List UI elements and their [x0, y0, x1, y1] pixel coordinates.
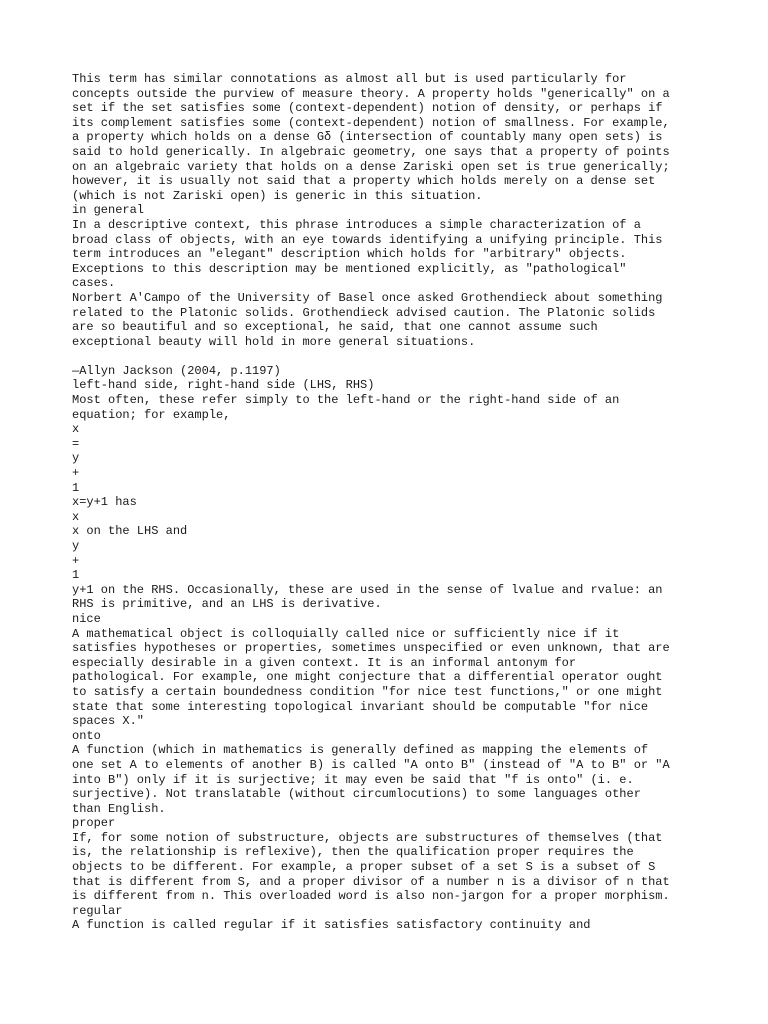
text-line: surjective). Not translatable (without circumlocutions) to some languages other — [72, 787, 641, 802]
text-line: y — [72, 451, 80, 466]
text-line: Exceptions to this description may be mentioned explicitly, as "pathological" — [72, 261, 627, 276]
text-line: x — [72, 422, 80, 437]
text-line: term introduces an "elegant" description which holds for "arbitrary" objects. — [72, 247, 627, 262]
text-line: —Allyn Jackson (2004, p.1197) — [72, 363, 281, 378]
text-line: This term has similar connotations as almost all but is used particularly for — [72, 72, 627, 86]
text-line: 1 — [72, 480, 80, 495]
text-line: is different from n. This overloaded word is also non-jargon for a proper morphism. — [72, 889, 670, 904]
text-line: nice — [72, 611, 101, 626]
text-line: cases. — [72, 276, 116, 291]
text-line: A function (which in mathematics is generally defined as mapping the elements of — [72, 743, 649, 758]
text-line: in general — [72, 203, 145, 218]
text-line: A mathematical object is colloquially called nice or sufficiently nice if it — [72, 626, 620, 641]
text-line: Most often, these refer simply to the left-hand or the right-hand side of an — [72, 393, 620, 408]
text-line: especially desirable in a given context. It is an informal antonym for — [72, 655, 577, 670]
text-line: satisfies hypotheses or properties, sometimes unspecified or even unknown, that are — [72, 641, 670, 656]
text-line: state that some interesting topological invariant should be computable "for nice — [72, 699, 649, 714]
text-line: set if the set satisfies some (context-dependent) notion of density, or perhaps if — [72, 101, 663, 116]
text-line: left-hand side, right-hand side (LHS, RHS) — [72, 378, 375, 393]
text-line: its complement satisfies some (context-dependent) notion of smallness. For example, — [72, 115, 670, 130]
text-line: is, the relationship is reflexive), then the qualification proper requires the — [72, 845, 634, 860]
text-line: spaces X." — [72, 714, 145, 729]
text-line: concepts outside the purview of measure theory. A property holds "generically" on a — [72, 86, 670, 101]
text-line: regular — [72, 903, 123, 918]
text-line: broad class of objects, with an eye towards identifying a unifying principle. This — [72, 232, 663, 247]
text-line: RHS is primitive, and an LHS is derivative. — [72, 597, 382, 612]
text-line: proper — [72, 816, 116, 831]
text-line: objects to be different. For example, a proper subset of a set S is a subset of S — [72, 860, 656, 875]
text-line: are so beautiful and so exceptional, he said, that one cannot assume such — [72, 320, 598, 335]
text-line: into B") only if it is surjective; it may even be said that "f is onto" (i. e. — [72, 772, 634, 787]
text-line: 1 — [72, 568, 80, 583]
blank-line — [72, 349, 712, 364]
text-line: y+1 on the RHS. Occasionally, these are used in the sense of lvalue and rvalue: an — [72, 582, 663, 597]
text-line: If, for some notion of substructure, objects are substructures of themselves (that — [72, 830, 663, 845]
text-line: related to the Platonic solids. Grothendieck advised caution. The Platonic solids — [72, 305, 656, 320]
text-line: x=y+1 has — [72, 495, 137, 510]
text-line: + — [72, 553, 80, 568]
text-line: to satisfy a certain boundedness condition "for nice test functions," or one might — [72, 684, 663, 699]
text-line: equation; for example, — [72, 407, 231, 422]
text-line: y — [72, 539, 80, 553]
text-line: onto — [72, 728, 101, 743]
text-line: on an algebraic variety that holds on a dense Zariski open set is true generically; — [72, 159, 670, 174]
text-line: x — [72, 509, 80, 524]
text-line: said to hold generically. In algebraic geometry, one says that a property of points — [72, 144, 670, 159]
text-line: than English. — [72, 801, 166, 816]
text-line: In a descriptive context, this phrase introduces a simple characterization of a — [72, 217, 641, 232]
text-line: a property which holds on a dense Gδ (intersection of countably many open sets) is — [72, 130, 663, 145]
document-body — [72, 72, 712, 933]
text-line: (which is not Zariski open) is generic in this situation. — [72, 188, 483, 203]
text-line: + — [72, 466, 80, 481]
text-line: x on the LHS and — [72, 524, 188, 539]
text-line: exceptional beauty will hold in more general situations. — [72, 334, 476, 349]
text-line: however, it is usually not said that a property which holds merely on a dense set — [72, 174, 656, 189]
text-line: that is different from S, and a proper divisor of a number n is a divisor of n that — [72, 874, 670, 889]
text-line: = — [72, 436, 80, 451]
text-line: pathological. For example, one might conjecture that a differential operator ought — [72, 670, 663, 685]
text-line: Norbert A'Campo of the University of Basel once asked Grothendieck about something — [72, 290, 663, 305]
text-line: one set A to elements of another B) is called "A onto B" (instead of "A to B" or "A — [72, 757, 670, 772]
text-line: A function is called regular if it satisfies satisfactory continuity and — [72, 918, 591, 933]
